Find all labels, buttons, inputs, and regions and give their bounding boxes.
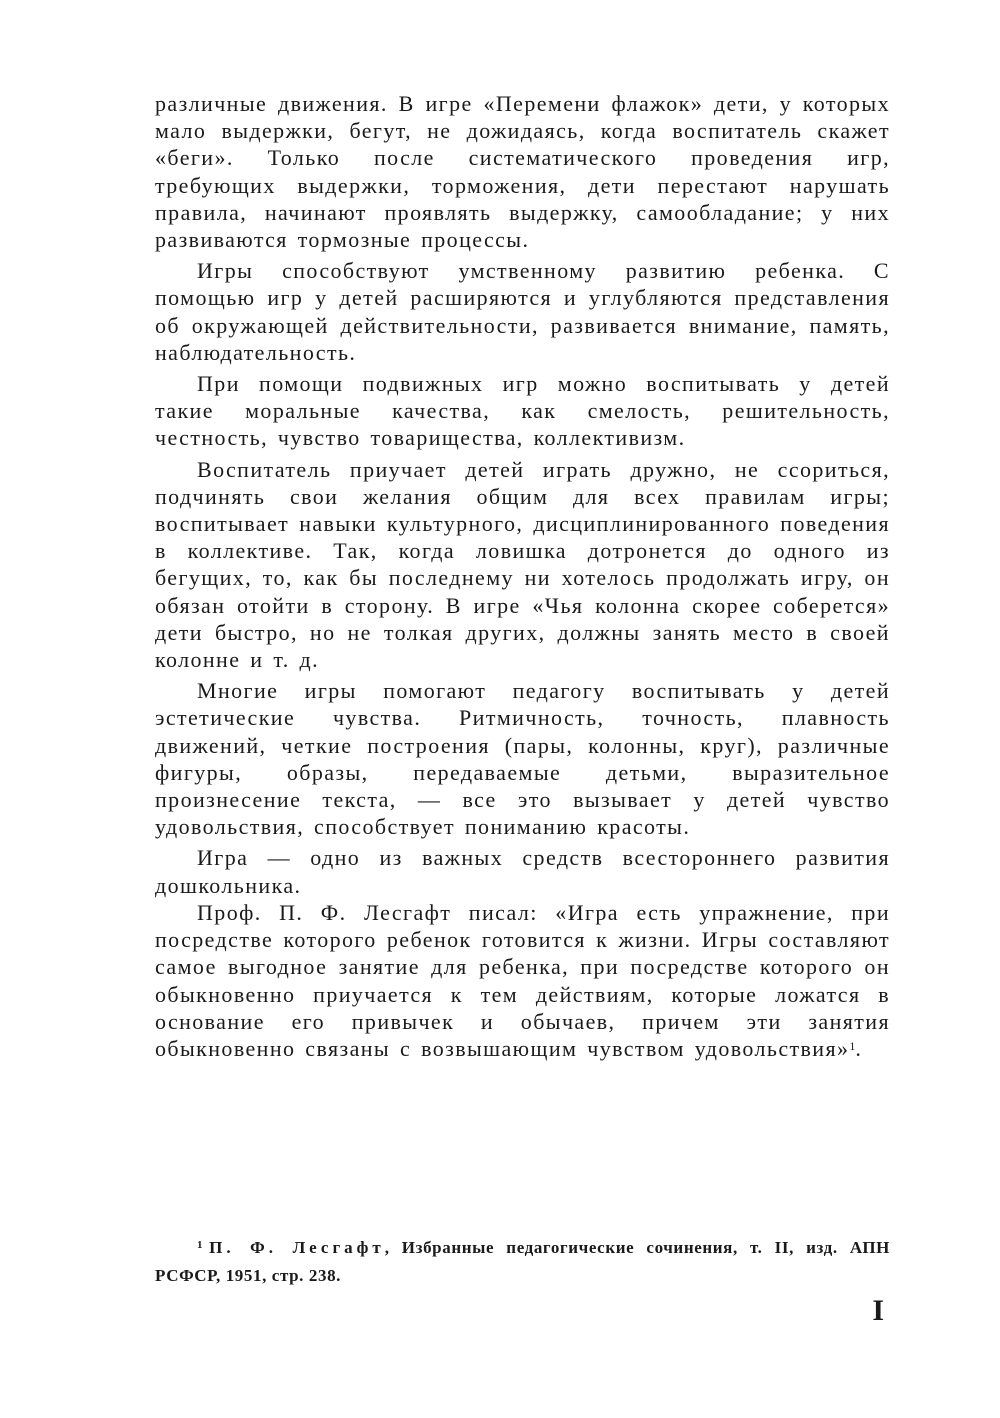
footnote-author: П. Ф. Лесгафт [209,1238,385,1257]
footnote-reference: 1 [849,1038,856,1053]
paragraph-7-text: Проф. П. Ф. Лесгафт писал: «Игра есть упражнение, при посредстве которого ребенок готовится к жизни. Игры составляют самое выгодное занятие для ребенка, при посредстве которого он обыкновенно приучается к тем действиям, которые ложатся в основание его привычек и обычаев, причем эти занятия обыкновенно связаны с возвышающим чувством удовольствия» [155,899,890,1061]
footnote [155,1234,890,1290]
footnote-marker: 1 [197,1239,204,1251]
paragraph-2: Игры способствуют умственному развитию ребенка. С помощью игр у детей расширяются и углубляются представления об окружающей действительности, развивается внимание, память, наблюдательность. [155,258,890,365]
footnote-text: , Избранные педагогические сочинения, т. II, изд. АПН РСФСР, 1951, стр. 238. [155,1238,890,1285]
paragraph-7: Проф. П. Ф. Лесгафт писал: «Игра есть упражнение, при посредстве которого ребенок готовится к жизни. Игры составляют самое выгодное занятие для ребенка, при посредстве которого он обыкновенно приучается к тем действиям, которые ложатся в основание его привычек и обычаев, причем эти занятия обыкновенно связаны с возвышающим чувством удовольствия»$^1$. [155,899,890,1061]
paragraph-1: различные движения. В игре «Перемени флажок» дети, у которых мало выдержки, бегут, не дожидаясь, когда воспитатель скажет «беги». Только после систематического проведения игр, требующих выдержки, торможения, дети перестают нарушать правила, начинают проявлять выдержку, самообладание; у них развиваются тормозные процессы. [155,91,890,253]
page-number: I [872,1294,884,1327]
paragraph-6: Игра — одно из важных средств всестороннего развития дошкольника. [155,845,890,898]
main-text [155,90,890,1066]
paragraph-3: При помощи подвижных игр можно воспитывать у детей такие моральные качества, как смелость, решительность, честность, чувство товарищества, коллективизм. [155,371,890,451]
paragraph-5: Многие игры помогают педагогу воспитывать у детей эстетические чувства. Ритмичность, точность, плавность движений, четкие построения (пары, колонны, круг), различные фигуры, образы, передаваемые детьми, выразительное произнесение текста, — все это вызывает у детей чувство удовольствия, способствует пониманию красоты. [155,678,890,840]
paragraph-4: Воспитатель приучает детей играть дружно, не ссориться, подчинять свои желания общим для всех правилам игры; воспитывает навыки культурного, дисциплинированного поведения в коллективе. Так, когда ловишка дотронется до одного из бегущих, то, как бы последнему ни хотелось продолжать игру, он обязан отойти в сторону. В игре «Чья колонна скорее соберется» дети быстро, но не толкая других, должны занять место в своей колонне и т. д. [155,456,890,673]
